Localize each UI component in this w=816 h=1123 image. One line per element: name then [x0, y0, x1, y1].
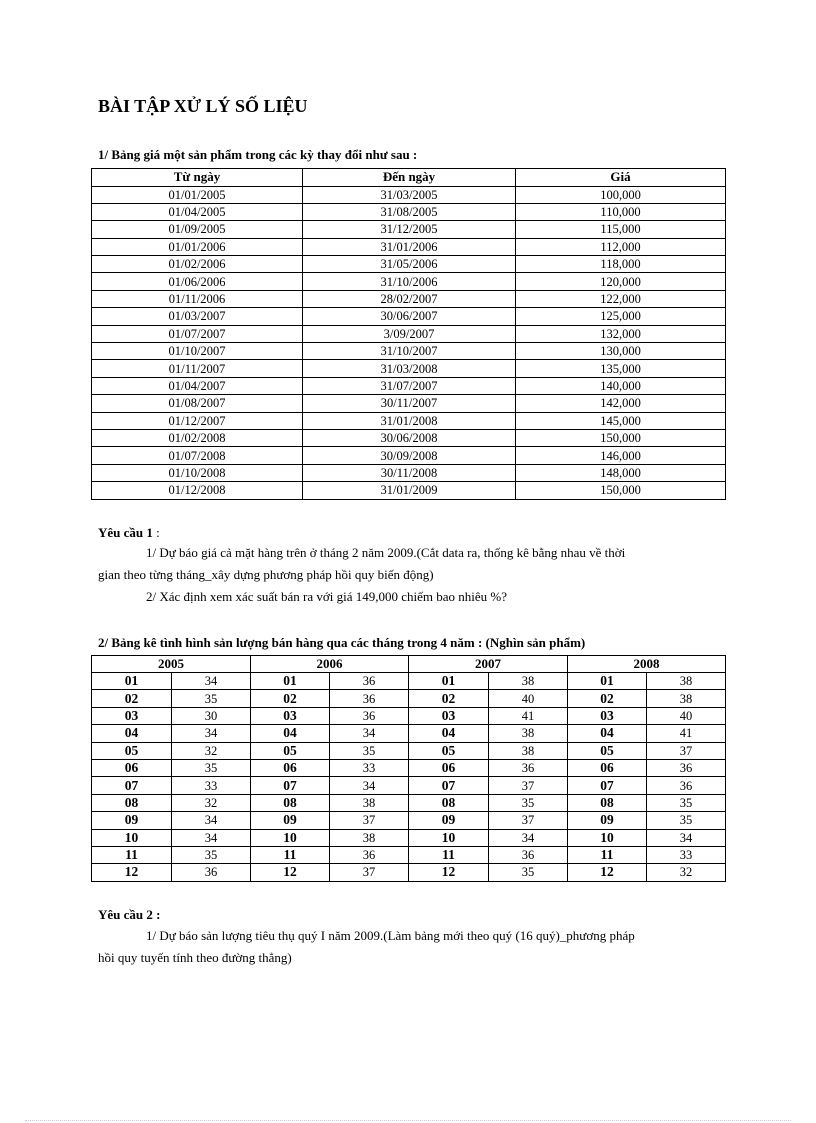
requirement2-heading: Yêu cầu 2 :	[98, 907, 161, 922]
from-date-cell: 01/12/2008	[92, 482, 303, 499]
to-date-cell: 31/05/2006	[303, 256, 516, 273]
sales-value-cell-2006: 38	[330, 794, 409, 811]
sales-value-cell-2006: 36	[330, 690, 409, 707]
to-date-cell: 31/12/2005	[303, 221, 516, 238]
sales-value-cell-2008: 35	[647, 812, 726, 829]
requirement2-item1-line2: hồi quy tuyến tính theo đường thẳng)	[98, 950, 292, 965]
price-table-row	[92, 343, 726, 360]
sales-value-cell-2008: 33	[647, 846, 726, 863]
month-cell-2008: 05	[568, 742, 647, 759]
year-2005-header: 2005	[92, 656, 251, 673]
sales-table-row	[92, 690, 726, 707]
sales-table-row	[92, 725, 726, 742]
month-cell-2008: 11	[568, 846, 647, 863]
month-cell-2006: 01	[251, 673, 330, 690]
sales-value-cell-2006: 36	[330, 846, 409, 863]
sales-table-row	[92, 707, 726, 724]
sales-value-cell-2005: 34	[172, 673, 251, 690]
sales-value-cell-2007: 40	[489, 690, 568, 707]
month-cell-2006: 05	[251, 742, 330, 759]
month-cell-2007: 10	[409, 829, 489, 846]
month-cell-2008: 09	[568, 812, 647, 829]
month-cell-2006: 12	[251, 864, 330, 881]
to-date-cell: 31/10/2007	[303, 343, 516, 360]
to-date-cell: 31/03/2008	[303, 360, 516, 377]
month-cell-2005: 03	[92, 707, 172, 724]
sales-value-cell-2006: 33	[330, 759, 409, 776]
month-cell-2008: 03	[568, 707, 647, 724]
sales-value-cell-2006: 36	[330, 673, 409, 690]
to-date-cell: 28/02/2007	[303, 290, 516, 307]
price-table-row	[92, 360, 726, 377]
price-table-row	[92, 395, 726, 412]
sales-value-cell-2007: 37	[489, 777, 568, 794]
price-table-row	[92, 221, 726, 238]
price-table-row	[92, 482, 726, 499]
price-table-row	[92, 412, 726, 429]
month-cell-2005: 01	[92, 673, 172, 690]
from-date-cell: 01/06/2006	[92, 273, 303, 290]
sales-value-cell-2006: 34	[330, 777, 409, 794]
sales-value-cell-2008: 37	[647, 742, 726, 759]
month-cell-2006: 09	[251, 812, 330, 829]
from-date-cell: 01/07/2007	[92, 325, 303, 342]
month-cell-2007: 04	[409, 725, 489, 742]
sales-value-cell-2006: 35	[330, 742, 409, 759]
col-to-date: Đến ngày	[303, 169, 516, 187]
sales-table-row	[92, 812, 726, 829]
sales-value-cell-2006: 34	[330, 725, 409, 742]
sales-value-cell-2005: 35	[172, 846, 251, 863]
page-bottom-divider	[25, 1120, 791, 1121]
sales-table	[91, 655, 726, 882]
month-cell-2007: 06	[409, 759, 489, 776]
to-date-cell: 30/11/2008	[303, 464, 516, 481]
sales-value-cell-2006: 37	[330, 864, 409, 881]
sales-value-cell-2006: 37	[330, 812, 409, 829]
from-date-cell: 01/12/2007	[92, 412, 303, 429]
requirement1-colon: :	[152, 525, 160, 540]
price-table-row	[92, 238, 726, 255]
month-cell-2005: 09	[92, 812, 172, 829]
price-cell: 100,000	[516, 186, 726, 203]
year-2008-header: 2008	[568, 656, 726, 673]
month-cell-2005: 04	[92, 725, 172, 742]
price-cell: 110,000	[516, 203, 726, 220]
from-date-cell: 01/11/2006	[92, 290, 303, 307]
sales-table-year-header	[92, 656, 726, 673]
to-date-cell: 31/08/2005	[303, 203, 516, 220]
sales-table-row	[92, 742, 726, 759]
month-cell-2007: 08	[409, 794, 489, 811]
sales-table-row	[92, 864, 726, 881]
month-cell-2005: 08	[92, 794, 172, 811]
month-cell-2008: 01	[568, 673, 647, 690]
month-cell-2005: 02	[92, 690, 172, 707]
to-date-cell: 31/01/2006	[303, 238, 516, 255]
sales-value-cell-2005: 32	[172, 742, 251, 759]
price-table-row	[92, 273, 726, 290]
month-cell-2005: 05	[92, 742, 172, 759]
to-date-cell: 31/10/2006	[303, 273, 516, 290]
sales-value-cell-2005: 33	[172, 777, 251, 794]
from-date-cell: 01/03/2007	[92, 308, 303, 325]
sales-value-cell-2007: 36	[489, 846, 568, 863]
sales-value-cell-2005: 30	[172, 707, 251, 724]
col-from-date: Từ ngày	[92, 169, 303, 187]
from-date-cell: 01/09/2005	[92, 221, 303, 238]
sales-value-cell-2008: 41	[647, 725, 726, 742]
price-cell: 122,000	[516, 290, 726, 307]
sales-value-cell-2008: 35	[647, 794, 726, 811]
sales-value-cell-2007: 38	[489, 742, 568, 759]
month-cell-2007: 05	[409, 742, 489, 759]
price-table-row	[92, 377, 726, 394]
price-cell: 125,000	[516, 308, 726, 325]
month-cell-2006: 08	[251, 794, 330, 811]
sales-table-row	[92, 759, 726, 776]
from-date-cell: 01/08/2007	[92, 395, 303, 412]
requirement2-item1-line1: 1/ Dự báo sản lượng tiêu thụ quý I năm 2009.(Làm bảng mới theo quý (16 quý)_phương pháp	[146, 928, 635, 943]
month-cell-2007: 07	[409, 777, 489, 794]
month-cell-2008: 12	[568, 864, 647, 881]
year-2006-header: 2006	[251, 656, 409, 673]
sales-value-cell-2005: 35	[172, 759, 251, 776]
month-cell-2007: 11	[409, 846, 489, 863]
month-cell-2007: 09	[409, 812, 489, 829]
sales-table-row	[92, 829, 726, 846]
price-table-row	[92, 464, 726, 481]
price-table	[91, 168, 726, 500]
sales-value-cell-2007: 37	[489, 812, 568, 829]
month-cell-2008: 02	[568, 690, 647, 707]
sales-value-cell-2007: 41	[489, 707, 568, 724]
month-cell-2006: 07	[251, 777, 330, 794]
from-date-cell: 01/04/2005	[92, 203, 303, 220]
from-date-cell: 01/10/2007	[92, 343, 303, 360]
from-date-cell: 01/01/2006	[92, 238, 303, 255]
price-cell: 135,000	[516, 360, 726, 377]
sales-table-row	[92, 846, 726, 863]
sales-value-cell-2005: 36	[172, 864, 251, 881]
price-table-row	[92, 290, 726, 307]
price-cell: 145,000	[516, 412, 726, 429]
requirement1-heading	[98, 525, 160, 541]
requirement2-body	[98, 925, 728, 969]
sales-value-cell-2005: 35	[172, 690, 251, 707]
price-cell: 120,000	[516, 273, 726, 290]
month-cell-2008: 08	[568, 794, 647, 811]
requirement1-item1-line1: 1/ Dự báo giá cả mặt hàng trên ở tháng 2 năm 2009.(Cắt data ra, thống kê bằng nhau về thời	[146, 545, 626, 560]
sales-table-row	[92, 794, 726, 811]
month-cell-2006: 04	[251, 725, 330, 742]
to-date-cell: 31/07/2007	[303, 377, 516, 394]
month-cell-2005: 10	[92, 829, 172, 846]
to-date-cell: 30/06/2007	[303, 308, 516, 325]
sales-value-cell-2005: 32	[172, 794, 251, 811]
sales-value-cell-2005: 34	[172, 829, 251, 846]
month-cell-2006: 03	[251, 707, 330, 724]
price-cell: 148,000	[516, 464, 726, 481]
month-cell-2007: 01	[409, 673, 489, 690]
from-date-cell: 01/01/2005	[92, 186, 303, 203]
price-cell: 142,000	[516, 395, 726, 412]
month-cell-2006: 10	[251, 829, 330, 846]
month-cell-2008: 04	[568, 725, 647, 742]
price-cell: 115,000	[516, 221, 726, 238]
to-date-cell: 3/09/2007	[303, 325, 516, 342]
from-date-cell: 01/02/2006	[92, 256, 303, 273]
from-date-cell: 01/07/2008	[92, 447, 303, 464]
month-cell-2008: 06	[568, 759, 647, 776]
sales-value-cell-2007: 35	[489, 864, 568, 881]
month-cell-2005: 11	[92, 846, 172, 863]
sales-value-cell-2007: 34	[489, 829, 568, 846]
month-cell-2008: 07	[568, 777, 647, 794]
to-date-cell: 31/01/2009	[303, 482, 516, 499]
document-title: BÀI TẬP XỬ LÝ SỐ LIỆU	[98, 96, 308, 116]
sales-value-cell-2006: 36	[330, 707, 409, 724]
month-cell-2006: 02	[251, 690, 330, 707]
sales-value-cell-2005: 34	[172, 725, 251, 742]
month-cell-2008: 10	[568, 829, 647, 846]
sales-value-cell-2008: 36	[647, 777, 726, 794]
month-cell-2006: 06	[251, 759, 330, 776]
price-cell: 150,000	[516, 429, 726, 446]
to-date-cell: 31/01/2008	[303, 412, 516, 429]
requirement1-body	[98, 542, 728, 608]
month-cell-2007: 02	[409, 690, 489, 707]
price-table-row	[92, 256, 726, 273]
price-cell: 146,000	[516, 447, 726, 464]
sales-value-cell-2008: 32	[647, 864, 726, 881]
requirement1-label: Yêu cầu 1	[98, 525, 153, 540]
sales-value-cell-2005: 34	[172, 812, 251, 829]
requirement1-item1-line2: gian theo từng tháng_xây dựng phương pháp hồi quy biến động)	[98, 567, 434, 582]
sales-value-cell-2007: 38	[489, 673, 568, 690]
sales-value-cell-2006: 38	[330, 829, 409, 846]
price-cell: 130,000	[516, 343, 726, 360]
sales-table-row	[92, 673, 726, 690]
sales-value-cell-2007: 35	[489, 794, 568, 811]
sales-value-cell-2008: 38	[647, 690, 726, 707]
month-cell-2006: 11	[251, 846, 330, 863]
price-table-row	[92, 429, 726, 446]
sales-value-cell-2008: 36	[647, 759, 726, 776]
to-date-cell: 31/03/2005	[303, 186, 516, 203]
from-date-cell: 01/10/2008	[92, 464, 303, 481]
price-table-header	[92, 169, 726, 187]
price-cell: 132,000	[516, 325, 726, 342]
to-date-cell: 30/06/2008	[303, 429, 516, 446]
price-cell: 150,000	[516, 482, 726, 499]
sales-value-cell-2007: 36	[489, 759, 568, 776]
requirement1-item2: 2/ Xác định xem xác suất bán ra với giá 149,000 chiếm bao nhiêu %?	[146, 589, 508, 604]
section2-heading: 2/ Bảng kê tình hình sản lượng bán hàng qua các tháng trong 4 năm : (Nghìn sản phẩm)	[98, 635, 586, 650]
price-table-row	[92, 325, 726, 342]
month-cell-2005: 07	[92, 777, 172, 794]
price-table-row	[92, 447, 726, 464]
price-table-row	[92, 186, 726, 203]
price-table-row	[92, 308, 726, 325]
section1-heading: 1/ Bảng giá một sản phẩm trong các kỳ thay đổi như sau :	[98, 147, 418, 162]
month-cell-2007: 03	[409, 707, 489, 724]
to-date-cell: 30/11/2007	[303, 395, 516, 412]
from-date-cell: 01/11/2007	[92, 360, 303, 377]
price-table-row	[92, 203, 726, 220]
year-2007-header: 2007	[409, 656, 568, 673]
col-price: Giá	[516, 169, 726, 187]
sales-value-cell-2008: 34	[647, 829, 726, 846]
sales-table-row	[92, 777, 726, 794]
from-date-cell: 01/04/2007	[92, 377, 303, 394]
sales-value-cell-2008: 40	[647, 707, 726, 724]
month-cell-2007: 12	[409, 864, 489, 881]
sales-value-cell-2007: 38	[489, 725, 568, 742]
month-cell-2005: 06	[92, 759, 172, 776]
price-cell: 118,000	[516, 256, 726, 273]
from-date-cell: 01/02/2008	[92, 429, 303, 446]
month-cell-2005: 12	[92, 864, 172, 881]
price-cell: 112,000	[516, 238, 726, 255]
sales-value-cell-2008: 38	[647, 673, 726, 690]
to-date-cell: 30/09/2008	[303, 447, 516, 464]
price-cell: 140,000	[516, 377, 726, 394]
